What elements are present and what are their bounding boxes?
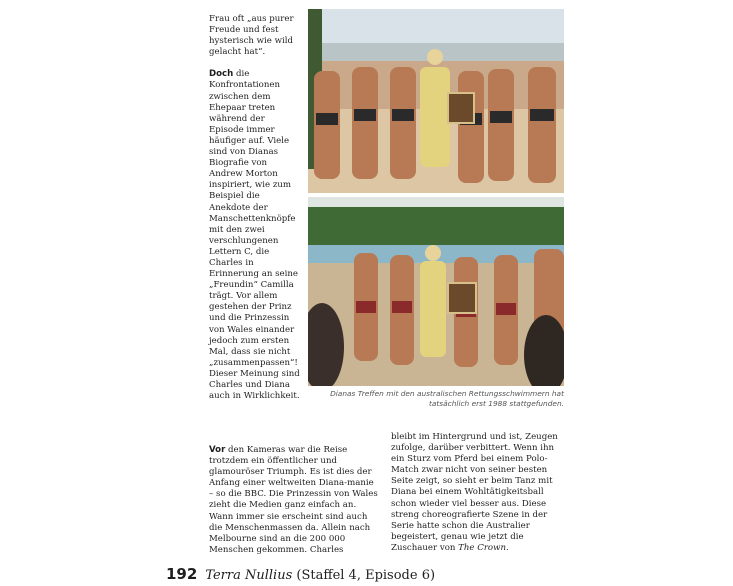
page-footer <box>166 565 435 583</box>
paragraph-lead-word: Vor <box>209 445 226 455</box>
paragraph-body: bleibt im Hintergrund und ist, Zeugen zufolge, darüber verbittert. Wenn ihn ein Sturz vom Pferd bei einem Polo-Match zwar nicht von seiner besten Seite zeigt, so sieht er beim Tanz mit Diana bei einem Wohltätigkeitsball schon wieder viel besser aus. Diese streng choreografierte Szene in der Serie hatte schon die Australier begeistert, genau wie jetzt die Zuschauer von <box>391 432 558 553</box>
photo-caption: Dianas Treffen mit den australischen Rettungsschwimmern hat tatsächlich erst 1988 stattgefunden. <box>330 389 564 408</box>
left-text-column <box>209 14 301 402</box>
series-title: The Crown <box>458 542 506 553</box>
page-number: 192 <box>166 565 198 583</box>
bottom-right-column <box>391 432 563 554</box>
paragraph-end: . <box>506 542 509 553</box>
paragraph-body: die Konfrontationen zwischen dem Ehepaar treten während der Episode immer häufiger auf. Viele sind von Dianas Biografie von Andrew Morton inspiriert, wie zum Beispiel die Anekdote der Manschettenknöpfe mit den zwei verschlungenen Lettern C, die Charles in Erinnerung an seine „Freundin“ Camilla trägt. Vor allem gestehen der Prinz und die Prinzessin von Wales einander jedoch zum ersten Mal, dass sie nicht „zusammenpassen“! Dieser Meinung sind Charles und Diana auch in Wirklichkeit. <box>209 69 300 402</box>
paragraph-body: den Kameras war die Reise trotzdem ein öffentlicher und glamouröser Triumph. Es ist dies der Anfang einer weltweiten Diana-manie – so die BBC. Die Prinzessin von Wales zieht die Medien ganz einfach an. Wann immer sie erscheint sind auch die Menschenmassen da. Allein nach Melbourne sind an die 200 000 Menschen gekommen. Charles <box>209 445 378 555</box>
bottom-left-paragraph <box>209 445 379 556</box>
bottom-left-column <box>209 445 379 556</box>
photo-lifeguards-beach <box>308 9 564 193</box>
running-head-title: Terra Nullius <box>205 568 293 583</box>
bottom-right-paragraph <box>391 432 563 554</box>
left-paragraph-1: Frau oft „aus purer Freude und fest hysterisch wie wild gelacht hat“. <box>209 14 294 58</box>
paragraph-lead-word: Doch <box>209 69 234 80</box>
running-head-subtitle: (Staffel 4, Episode 6) <box>292 568 436 583</box>
photo-lifeguards-pool <box>308 197 564 386</box>
left-paragraph-2 <box>209 69 301 402</box>
